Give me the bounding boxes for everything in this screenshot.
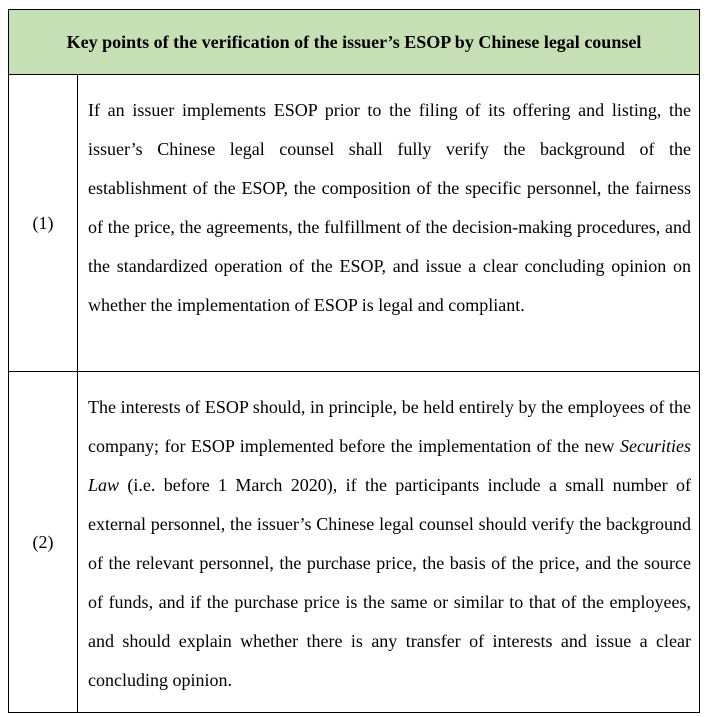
table-header [9, 10, 699, 75]
esop-verification-table [8, 9, 700, 713]
row-number: (2) [32, 531, 54, 552]
row-text: If an issuer implements ESOP prior to the filing of its offering and listing, the issuer’s Chinese legal counsel shall fully verify the background of the establishment of the ESOP, the composition of the specific personnel, the fairness of the price, the agreements, the fulfillment of the decision-making procedures, and the standardized operation of the ESOP, and issue a clear concluding opinion on whether the implementation of ESOP is legal and compliant. [88, 100, 691, 315]
row-text-part: (i.e. before 1 March 2020), if the participants include a small number of external personnel, the issuer’s Chinese legal counsel should verify the background of the relevant personnel, the purchase price, the basis of the price, and the source of funds, and if the purchase price is the same or similar to that of the employees, and should explain whether there is any transfer of interests and issue a clear concluding opinion. [88, 475, 691, 690]
row-content-cell [78, 372, 699, 712]
table-row [9, 75, 699, 372]
securities-law-italic: Securities Law [88, 436, 691, 495]
row-number: (1) [32, 212, 54, 233]
row-number-cell [9, 75, 78, 371]
row-content-cell [78, 75, 699, 371]
table-header-title: Key points of the verification of the issuer’s ESOP by Chinese legal counsel [66, 31, 642, 52]
row-number-cell [9, 372, 78, 712]
row-text-part: The interests of ESOP should, in principle, be held entirely by the employees of the company; for ESOP implemented before the implementation of the new [88, 397, 691, 456]
table-row [9, 372, 699, 713]
